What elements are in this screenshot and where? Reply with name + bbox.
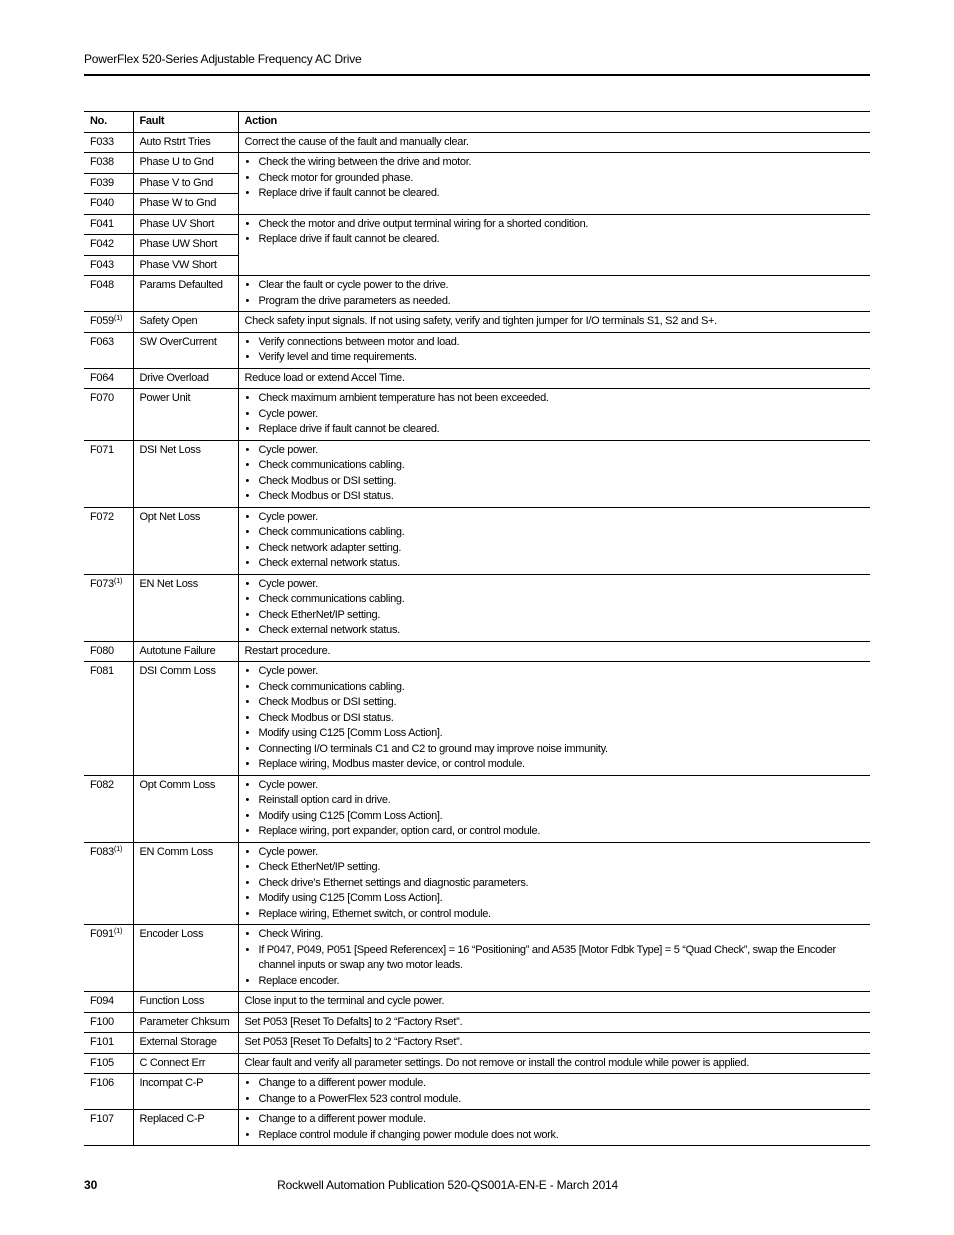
action-item: • Replace wiring, Ethernet switch, or control module. [245,907,865,923]
table-header-row [84,112,870,133]
action-item: • Replace encoder. [245,974,865,990]
fault-table-body [84,132,870,1146]
table-row [84,1012,870,1033]
action-item: • Check Modbus or DSI status. [245,711,865,727]
column-header-fault: Fault [133,112,238,133]
action-item: • Replace control module if changing power module does not work. [245,1128,865,1144]
action-list [245,335,865,366]
fault-name-cell: EN Comm Loss [133,842,238,925]
action-cell: Restart procedure. [238,641,870,662]
table-row [84,641,870,662]
fault-name-cell: Power Unit [133,389,238,441]
fault-name-cell: Phase UV Short [133,214,238,235]
fault-name-cell: Safety Open [133,312,238,333]
table-row [84,1053,870,1074]
action-cell [238,214,870,276]
action-item: • Check Modbus or DSI setting. [245,695,865,711]
table-row [84,1074,870,1110]
action-item: • Change to a different power module. [245,1076,865,1092]
action-item: • Check communications cabling. [245,458,865,474]
fault-name-cell: EN Net Loss [133,574,238,641]
action-item: • Check EtherNet/IP setting. [245,860,865,876]
fault-number-cell [84,214,133,235]
action-item: • Clear the fault or cycle power to the drive. [245,278,865,294]
action-cell: Close input to the terminal and cycle power. [238,992,870,1013]
action-list [245,778,865,840]
table-row [84,662,870,776]
table-row [84,1033,870,1054]
running-header: PowerFlex 520-Series Adjustable Frequency AC Drive [84,52,362,66]
action-cell: Check safety input signals. If not using safety, verify and tighten jumper for I/O terminals S1, S2 and S+. [238,312,870,333]
fault-number: F081 [90,665,114,677]
fault-number: F082 [90,778,114,791]
action-item: • Cycle power. [245,664,865,680]
action-list [245,391,865,438]
table-row [84,214,870,235]
action-item: • Check external network status. [245,623,865,639]
fault-number: F042 [90,238,114,250]
fault-number-cell [84,312,133,333]
action-item: • Check communications cabling. [245,525,865,541]
fault-number: F073 [90,577,114,590]
action-item: • Check Modbus or DSI setting. [245,474,865,490]
fault-number-cell [84,1074,133,1110]
fault-number-cell [84,235,133,256]
fault-number-cell [84,440,133,507]
header-rule [84,74,870,76]
action-item: • Check communications cabling. [245,680,865,696]
fault-number: F100 [90,1015,114,1028]
action-cell [238,276,870,312]
fault-name-cell: Phase V to Gnd [133,173,238,194]
fault-number-cell [84,1053,133,1074]
fault-number: F107 [90,1113,114,1125]
fault-number-cell [84,194,133,215]
table-row [84,507,870,574]
table-row [84,1110,870,1146]
action-cell: Set P053 [Reset To Defalts] to 2 “Factory Rset”. [238,1033,870,1054]
action-cell [238,332,870,368]
action-item: • Cycle power. [245,407,865,423]
fault-name-cell: Replaced C-P [133,1110,238,1146]
fault-number-cell [84,255,133,276]
action-cell [238,775,870,842]
action-cell [238,389,870,441]
action-list [245,577,865,639]
fault-number: F091 [90,928,114,940]
fault-number: F038 [90,156,114,168]
fault-number: F064 [90,371,114,384]
action-item: • Replace drive if fault cannot be cleared. [245,232,865,248]
action-item: • Check maximum ambient temperature has not been exceeded. [245,391,865,407]
action-cell [238,925,870,992]
action-list [245,443,865,505]
page-number: 30 [84,1178,98,1192]
action-list [245,278,865,309]
action-item: • Verify level and time requirements. [245,350,865,366]
action-item: • Reinstall option card in drive. [245,793,865,809]
fault-number-cell [84,332,133,368]
fault-number-cell [84,842,133,925]
fault-number: F059 [90,315,114,327]
fault-number: F101 [90,1036,114,1048]
table-row [84,132,870,153]
action-list [245,1112,865,1143]
fault-number: F094 [90,995,114,1007]
action-cell: Correct the cause of the fault and manually clear. [238,132,870,153]
fault-name-cell: Phase VW Short [133,255,238,276]
table-row [84,312,870,333]
action-item: • Replace drive if fault cannot be cleared. [245,422,865,438]
publication-info: Rockwell Automation Publication 520-QS001A-EN-E - March 2014 [277,1178,618,1192]
fault-number-cell [84,153,133,174]
action-list [245,927,865,989]
action-item: • Modify using C125 [Comm Loss Action]. [245,809,865,825]
fault-name-cell: External Storage [133,1033,238,1054]
action-item: • If P047, P049, P051 [Speed Referencex] = 16 “Positioning” and A535 [Motor Fdbk Type] = 5 “Quad Check”, swap the Encoder channel inputs or swap any two motor leads. [245,943,865,974]
table-row [84,332,870,368]
action-list [245,510,865,572]
action-cell [238,153,870,215]
action-item: • Check Wiring. [245,927,865,943]
action-item: • Connecting I/O terminals C1 and C2 to ground may improve noise immunity. [245,742,865,758]
footnote-marker: (1) [113,575,123,585]
fault-name-cell: Params Defaulted [133,276,238,312]
action-item: • Replace wiring, Modbus master device, or control module. [245,757,865,773]
fault-number: F071 [90,443,114,456]
action-cell: Reduce load or extend Accel Time. [238,368,870,389]
fault-name-cell: Parameter Chksum [133,1012,238,1033]
fault-name-cell: Opt Net Loss [133,507,238,574]
action-item: • Cycle power. [245,577,865,593]
fault-name-cell: Phase U to Gnd [133,153,238,174]
fault-number-cell [84,368,133,389]
footnote-marker: (1) [113,313,123,322]
action-cell [238,574,870,641]
fault-number-cell [84,574,133,641]
fault-number-cell [84,662,133,776]
fault-name-cell: DSI Comm Loss [133,662,238,776]
action-item: • Cycle power. [245,510,865,526]
action-item: • Check external network status. [245,556,865,572]
action-list [245,845,865,923]
action-item: • Check the wiring between the drive and motor. [245,155,865,171]
fault-name-cell: C Connect Err [133,1053,238,1074]
table-row [84,153,870,174]
action-item: • Cycle power. [245,443,865,459]
footnote-marker: (1) [113,843,123,853]
action-cell: Clear fault and verify all parameter settings. Do not remove or install the control module while power is applied. [238,1053,870,1074]
fault-number: F039 [90,176,114,189]
action-item: • Modify using C125 [Comm Loss Action]. [245,891,865,907]
fault-number: F105 [90,1056,114,1069]
fault-number: F048 [90,279,114,291]
action-cell: Set P053 [Reset To Defalts] to 2 “Factory Rset”. [238,1012,870,1033]
fault-number: F043 [90,258,114,271]
fault-name-cell: SW OverCurrent [133,332,238,368]
fault-number: F080 [90,644,114,657]
table-row [84,925,870,992]
fault-number: F072 [90,510,114,523]
fault-table [84,111,870,1146]
fault-number: F106 [90,1077,114,1089]
action-cell [238,507,870,574]
fault-number: F033 [90,135,114,148]
fault-number-cell [84,276,133,312]
fault-name-cell: Opt Comm Loss [133,775,238,842]
fault-number-cell [84,775,133,842]
column-header-no: No. [84,112,133,133]
fault-number: F083 [90,845,114,858]
action-item: • Verify connections between motor and load. [245,335,865,351]
fault-name-cell: Drive Overload [133,368,238,389]
fault-number-cell [84,389,133,441]
table-row [84,389,870,441]
action-item: • Replace drive if fault cannot be cleared. [245,186,865,202]
fault-name-cell: DSI Net Loss [133,440,238,507]
action-item: • Check Modbus or DSI status. [245,489,865,505]
action-item: • Program the drive parameters as needed. [245,294,865,310]
action-item: • Check EtherNet/IP setting. [245,608,865,624]
fault-name-cell: Incompat C-P [133,1074,238,1110]
footnote-marker: (1) [113,926,123,935]
fault-number-cell [84,132,133,153]
fault-number-cell [84,507,133,574]
fault-number: F063 [90,335,114,348]
fault-name-cell: Phase W to Gnd [133,194,238,215]
table-row [84,842,870,925]
table-row [84,276,870,312]
fault-number: F041 [90,217,114,230]
fault-number: F040 [90,197,114,209]
action-item: • Check drive’s Ethernet settings and diagnostic parameters. [245,876,865,892]
action-item: • Check communications cabling. [245,592,865,608]
action-list [245,155,865,202]
fault-name-cell: Phase UW Short [133,235,238,256]
fault-name-cell: Auto Rstrt Tries [133,132,238,153]
action-cell [238,842,870,925]
action-list [245,664,865,773]
table-row [84,775,870,842]
action-cell [238,1110,870,1146]
action-item: • Change to a different power module. [245,1112,865,1128]
fault-number: F070 [90,392,114,404]
action-list [245,1076,865,1107]
action-item: • Check the motor and drive output terminal wiring for a shorted condition. [245,217,865,233]
action-cell [238,1074,870,1110]
action-item: • Check network adapter setting. [245,541,865,557]
fault-number-cell [84,992,133,1013]
action-item: • Cycle power. [245,778,865,794]
table-row [84,368,870,389]
column-header-action: Action [238,112,870,133]
table-row [84,992,870,1013]
fault-name-cell: Function Loss [133,992,238,1013]
action-cell [238,440,870,507]
fault-number-cell [84,1012,133,1033]
fault-number-cell [84,641,133,662]
table-row [84,440,870,507]
fault-name-cell: Autotune Failure [133,641,238,662]
action-item: • Change to a PowerFlex 523 control module. [245,1092,865,1108]
action-list [245,217,865,248]
fault-number-cell [84,1033,133,1054]
table-row [84,574,870,641]
action-item: • Replace wiring, port expander, option card, or control module. [245,824,865,840]
action-item: • Check motor for grounded phase. [245,171,865,187]
action-item: • Cycle power. [245,845,865,861]
fault-number-cell [84,1110,133,1146]
fault-number-cell [84,925,133,992]
action-item: • Modify using C125 [Comm Loss Action]. [245,726,865,742]
action-cell [238,662,870,776]
fault-name-cell: Encoder Loss [133,925,238,992]
fault-number-cell [84,173,133,194]
